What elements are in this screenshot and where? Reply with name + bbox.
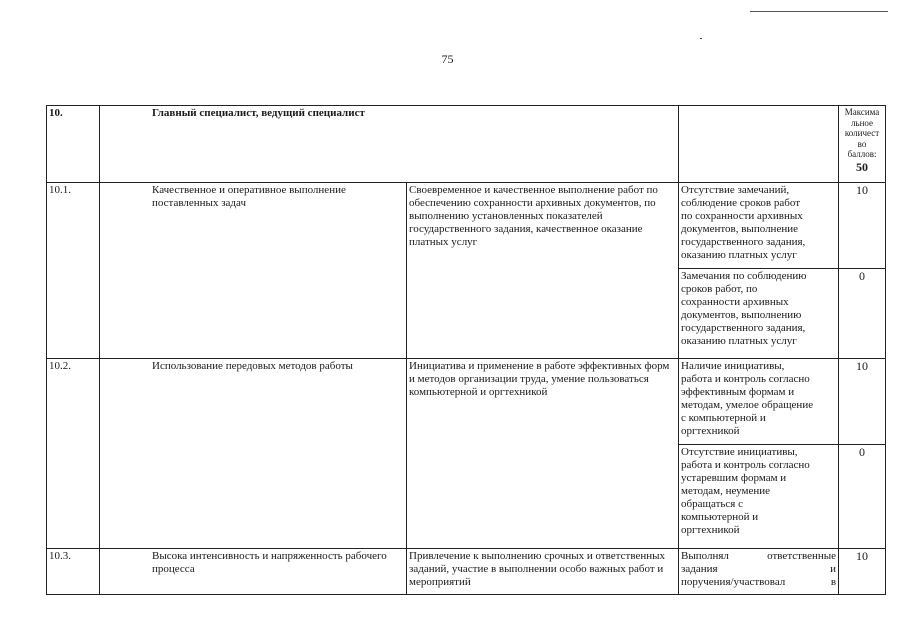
section-number: 10. [47, 106, 100, 183]
section-empty-cell [679, 106, 839, 183]
condition-score: 10 [839, 359, 886, 445]
condition-score: 0 [839, 269, 886, 359]
condition-line: поручения/участвовал в [681, 576, 837, 588]
criteria-table [46, 105, 886, 595]
indicator-criteria: Привлечение к выполнению срочных и ответственных заданий, участие в выполнении особо важных работ и мероприятий [407, 549, 679, 595]
condition-line: задания и [681, 563, 837, 575]
condition-score: 10 [839, 549, 886, 595]
condition-line: Выполнял ответственные [681, 550, 837, 562]
condition-text [679, 549, 839, 595]
max-score-cell [839, 106, 886, 183]
indicator-criteria: Своевременное и качественное выполнение работ по обеспечению сохранности архивных документов, по выполнению установленных показателей государственного задания, качественное оказание платных услуг [407, 183, 679, 359]
indicator-criteria: Инициатива и применение в работе эффективных форм и методов организации труда, умение пользоваться компьютерной и оргтехникой [407, 359, 679, 549]
condition-text: Отсутствие инициативы, работа и контроль согласно устаревшим формам и методам, неумение обращаться с компьютерной и оргтехникой [679, 445, 839, 549]
indicator-name: Качественное и оперативное выполнение поставленных задач [100, 183, 407, 359]
table-row [47, 183, 886, 269]
scan-speck [700, 38, 702, 39]
row-number: 10.1. [47, 183, 100, 359]
condition-score: 0 [839, 445, 886, 549]
condition-text: Отсутствие замечаний, соблюдение сроков работ по сохранности архивных документов, выполнение государственного задания, оказанию платных услуг [679, 183, 839, 269]
max-score-label: Максима льное количест во баллов: [844, 107, 880, 159]
row-number: 10.2. [47, 359, 100, 549]
section-header-row [47, 106, 886, 183]
table-row [47, 549, 886, 595]
condition-text: Замечания по соблюдению сроков работ, по сохранности архивных документов, выполнению государственного задания, оказанию платных услуг [679, 269, 839, 359]
header-rule [750, 11, 888, 12]
page-number: 75 [441, 52, 454, 66]
condition-text: Наличие инициативы, работа и контроль согласно эффективным формам и методам, умелое обращение с компьютерной и оргтехникой [679, 359, 839, 445]
table-row [47, 359, 886, 445]
indicator-name: Высока интенсивность и напряженность рабочего процесса [100, 549, 407, 595]
condition-score: 10 [839, 183, 886, 269]
section-title: Главный специалист, ведущий специалист [100, 106, 679, 183]
row-number: 10.3. [47, 549, 100, 595]
indicator-name: Использование передовых методов работы [100, 359, 407, 549]
max-score-value: 50 [856, 159, 869, 174]
